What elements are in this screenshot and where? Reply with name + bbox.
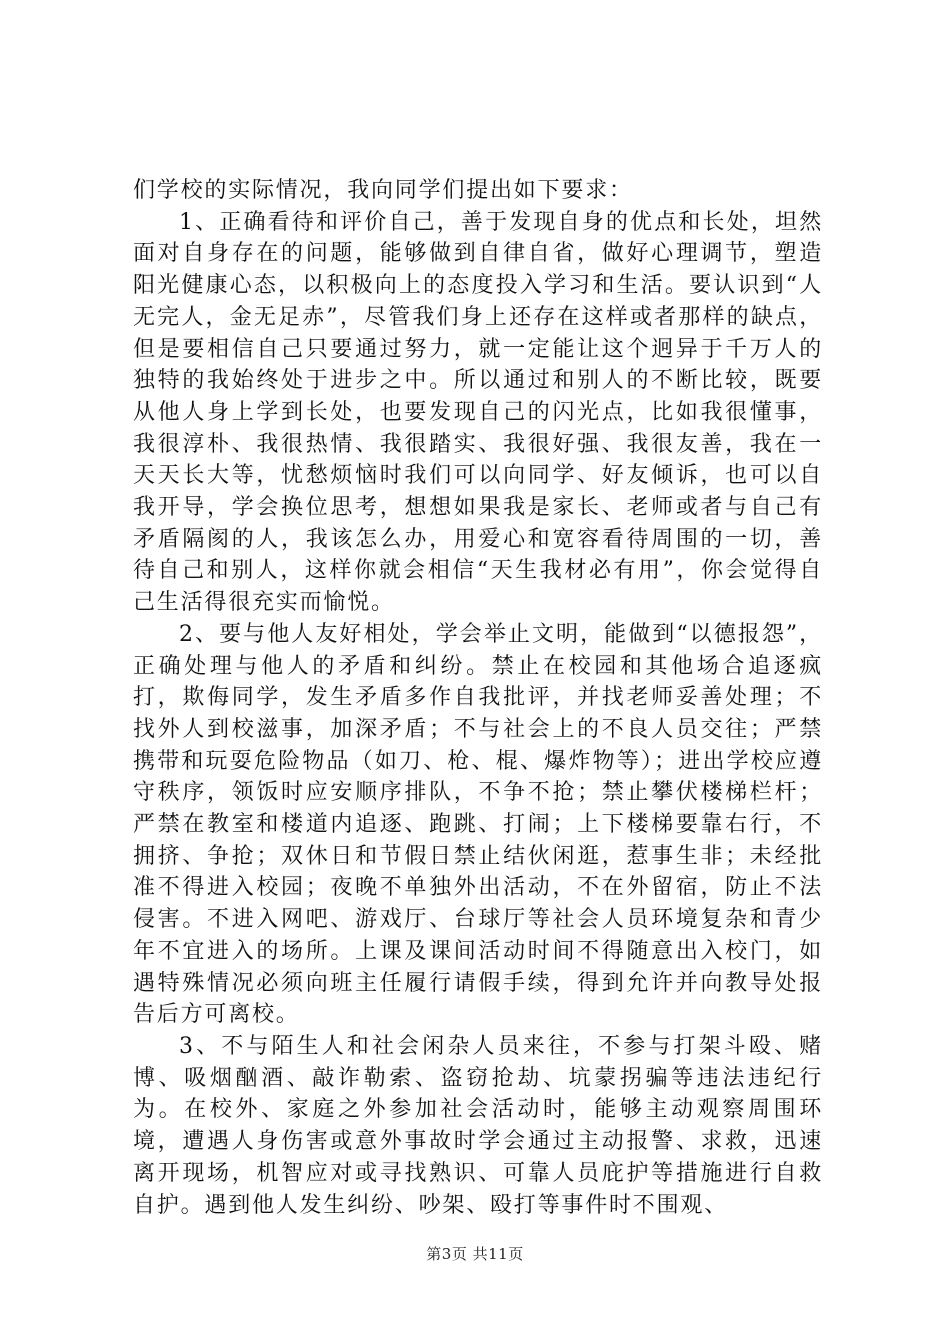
- page-footer: 第3页 共11页: [426, 1245, 524, 1263]
- paragraph-item-2: 2、要与他人友好相处，学会举止文明，能做到“以德报怨”，正确处理与他人的矛盾和纠纷。禁止在校园和其他场合追逐疯打，欺侮同学，发生矛盾多作自我批评，并找老师妥善处理；不找外人到校滋事，加深矛盾；不与社会上的不良人员交往；严禁携带和玩耍危险物品（如刀、枪、棍、爆炸物等）；进出学校应遵守秩序，领饭时应安顺序排队，不争不抢；禁止攀伏楼梯栏杆；严禁在教室和楼道内追逐、跑跳、打闹；上下楼梯要靠右行，不拥挤、争抢；双休日和节假日禁止结伙闲逛，惹事生非；未经批准不得进入校园；夜晚不单独外出活动，不在外留宿，防止不法侵害。不进入网吧、游戏厅、台球厅等社会人员环境复杂和青少年不宜进入的场所。上课及课间活动时间不得随意出入校门，如遇特殊情况必须向班主任履行请假手续，得到允许并向教导处报告后方可离校。: [133, 621, 823, 1028]
- paragraph-intro: 们学校的实际情况，我向同学们提出如下要求：: [133, 178, 633, 203]
- paragraph-item-1: 1、正确看待和评价自己，善于发现自身的优点和长处，坦然面对自身存在的问题，能够做到自律自省，做好心理调节，塑造阳光健康心态，以积极向上的态度投入学习和生活。要认识到“人无完人，金无足赤”，尽管我们身上还存在这样或者那样的缺点，但是要相信自己只要通过努力，就一定能让这个迥异于千万人的独特的我始终处于进步之中。所以通过和别人的不断比较，既要从他人身上学到长处，也要发现自己的闪光点，比如我很懂事，我很淳朴、我很热情、我很踏实、我很好强、我很友善，我在一天天长大等，忧愁烦恼时我们可以向同学、好友倾诉，也可以自我开导，学会换位思考，想想如果我是家长、老师或者与自己有矛盾隔阂的人，我该怎么办，用爱心和宽容看待周围的一切，善待自己和别人，这样你就会相信“天生我材必有用”，你会觉得自己生活得很充实而愉悦。: [133, 209, 823, 616]
- document-body: [133, 175, 823, 1221]
- paragraph-item-3: 3、不与陌生人和社会闲杂人员来往，不参与打架斗殴、赌博、吸烟酗酒、敲诈勒索、盗窃抢劫、坑蒙拐骗等违法违纪行为。在校外、家庭之外参加社会活动时，能够主动观察周围环境，遭遇人身伤害或意外事故时学会通过主动报警、求救，迅速离开现场，机智应对或寻找熟识、可靠人员庇护等措施进行自救自护。遇到他人发生纠纷、吵架、殴打等事件时不围观、: [133, 1033, 823, 1218]
